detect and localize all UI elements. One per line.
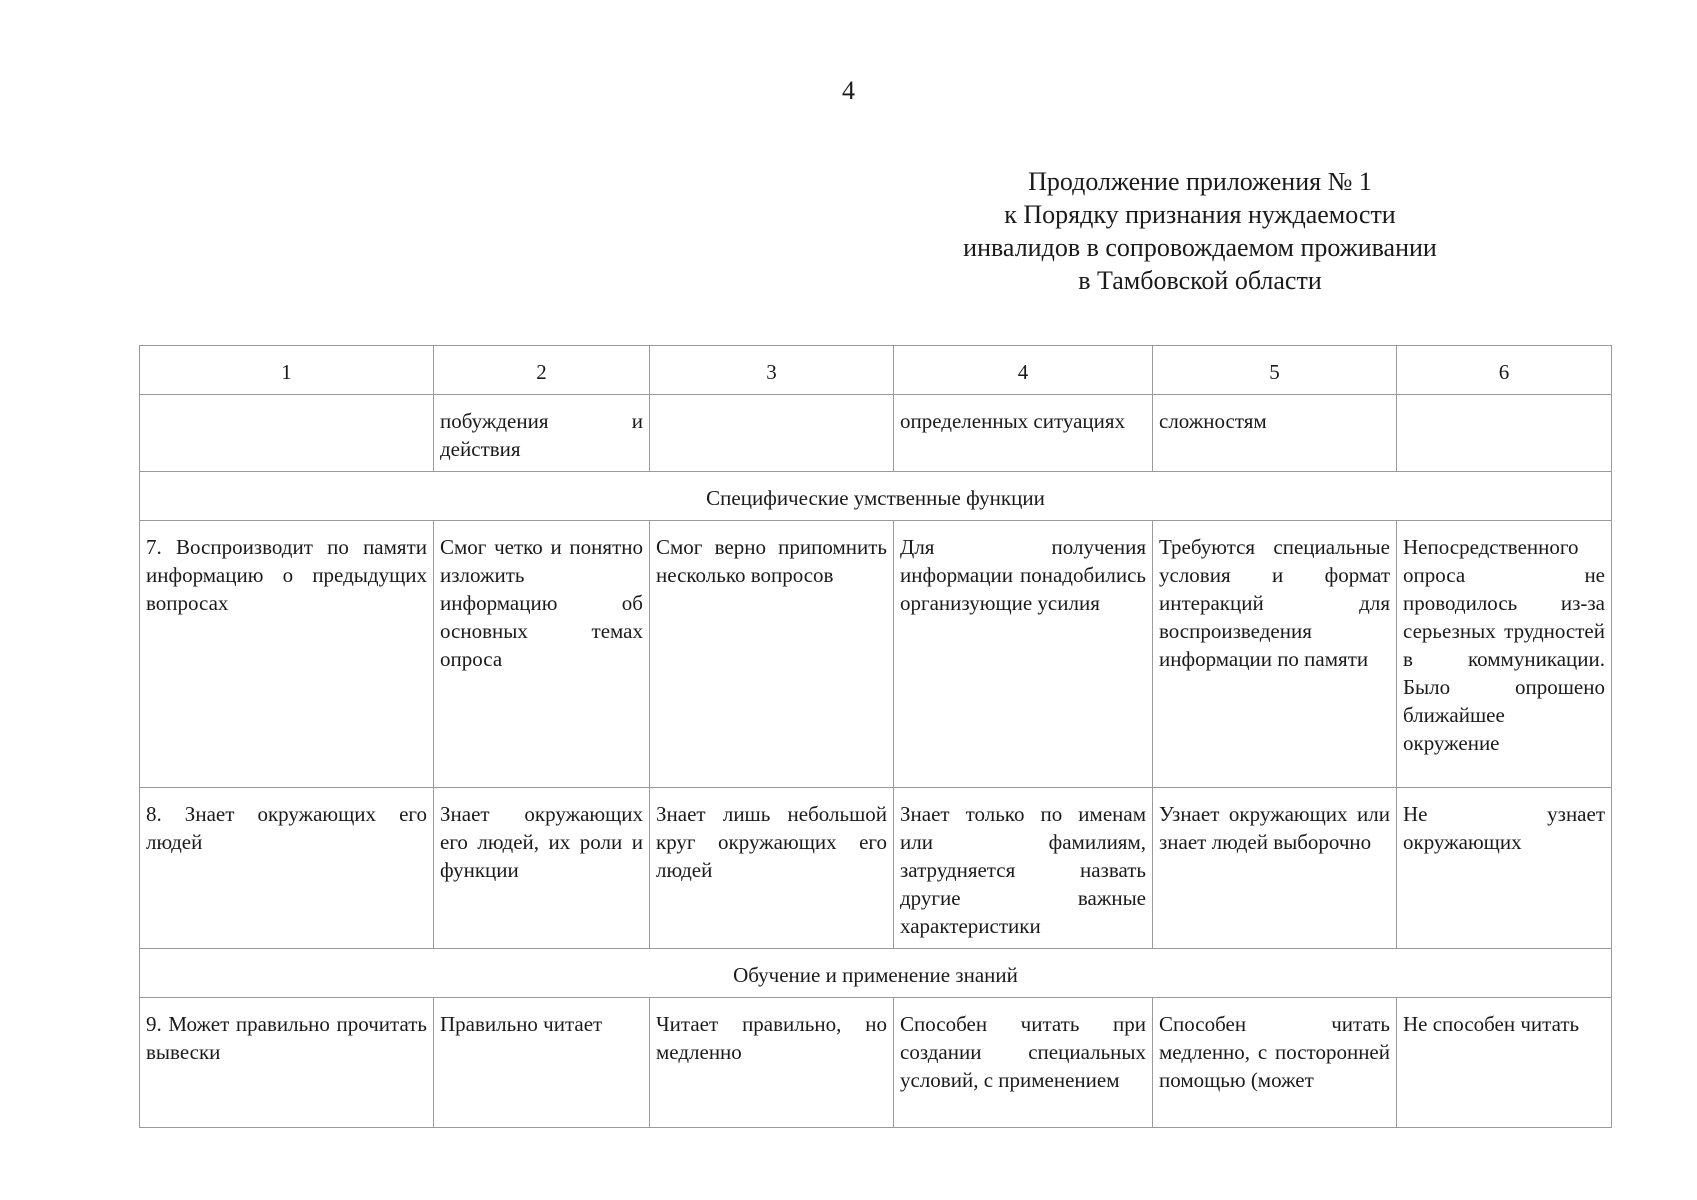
table-cell: Узнает окружающих или знает людей выборочно: [1153, 788, 1397, 949]
column-number: 2: [434, 346, 650, 395]
table-cell: Знает лишь небольшой круг окружающих его людей: [650, 788, 894, 949]
column-number: 5: [1153, 346, 1397, 395]
section-title: Обучение и применение знаний: [140, 949, 1612, 998]
column-number: 3: [650, 346, 894, 395]
table-cell: определенных ситуациях: [894, 395, 1153, 472]
table-cell: сложностям: [1153, 395, 1397, 472]
section-header-row: [140, 949, 1612, 998]
table-cell: Требуются специальные условия и формат интеракций для воспроизведения информации по памяти: [1153, 521, 1397, 788]
section-header-row: [140, 472, 1612, 521]
assessment-table: [139, 345, 1612, 1128]
page-number: 4: [842, 76, 855, 105]
section-title: Специфические умственные функции: [140, 472, 1612, 521]
table-cell: Знает только по именам или фамилиям, затрудняется назвать другие важные характеристики: [894, 788, 1153, 949]
table-cell: [1397, 395, 1612, 472]
table-cell: Смог четко и понятно изложить информацию об основных темах опроса: [434, 521, 650, 788]
table-row-continuation: [140, 395, 1612, 472]
table-cell: Способен читать при создании специальных условий, с применением: [894, 998, 1153, 1128]
table-row-item-7: [140, 521, 1612, 788]
table-cell: Для получения информации понадобились организующие усилия: [894, 521, 1153, 788]
table-cell: 9. Может правильно прочитать вывески: [140, 998, 434, 1128]
column-number-row: [140, 346, 1612, 395]
column-number: 6: [1397, 346, 1612, 395]
table-cell: Непосредственного опроса не проводилось из-за серьезных трудностей в коммуникации. Было опрошено ближайшее окружение: [1397, 521, 1612, 788]
table-cell: Читает правильно, но медленно: [650, 998, 894, 1128]
table-cell: Не способен читать: [1397, 998, 1612, 1128]
appendix-header: [900, 165, 1500, 297]
appendix-header-line: к Порядку признания нуждаемости: [1004, 200, 1396, 229]
table-cell: Правильно читает: [434, 998, 650, 1128]
table-cell: [140, 395, 434, 472]
appendix-header-line: в Тамбовской области: [1078, 266, 1322, 295]
table-cell: Не узнает окружающих: [1397, 788, 1612, 949]
appendix-header-line: Продолжение приложения № 1: [1028, 167, 1372, 196]
table-cell: 8. Знает окружающих его людей: [140, 788, 434, 949]
table-cell: Способен читать медленно, с посторонней помощью (может: [1153, 998, 1397, 1128]
table-cell: Смог верно припомнить несколько вопросов: [650, 521, 894, 788]
table-cell: Знает окружающих его людей, их роли и функции: [434, 788, 650, 949]
table-row-item-9: [140, 998, 1612, 1128]
column-number: 4: [894, 346, 1153, 395]
table-cell: побуждения и действия: [434, 395, 650, 472]
column-number: 1: [140, 346, 434, 395]
appendix-header-line: инвалидов в сопровождаемом проживании: [963, 233, 1437, 262]
table-cell: 7. Воспроизводит по памяти информацию о предыдущих вопросах: [140, 521, 434, 788]
table-cell: [650, 395, 894, 472]
table-row-item-8: [140, 788, 1612, 949]
